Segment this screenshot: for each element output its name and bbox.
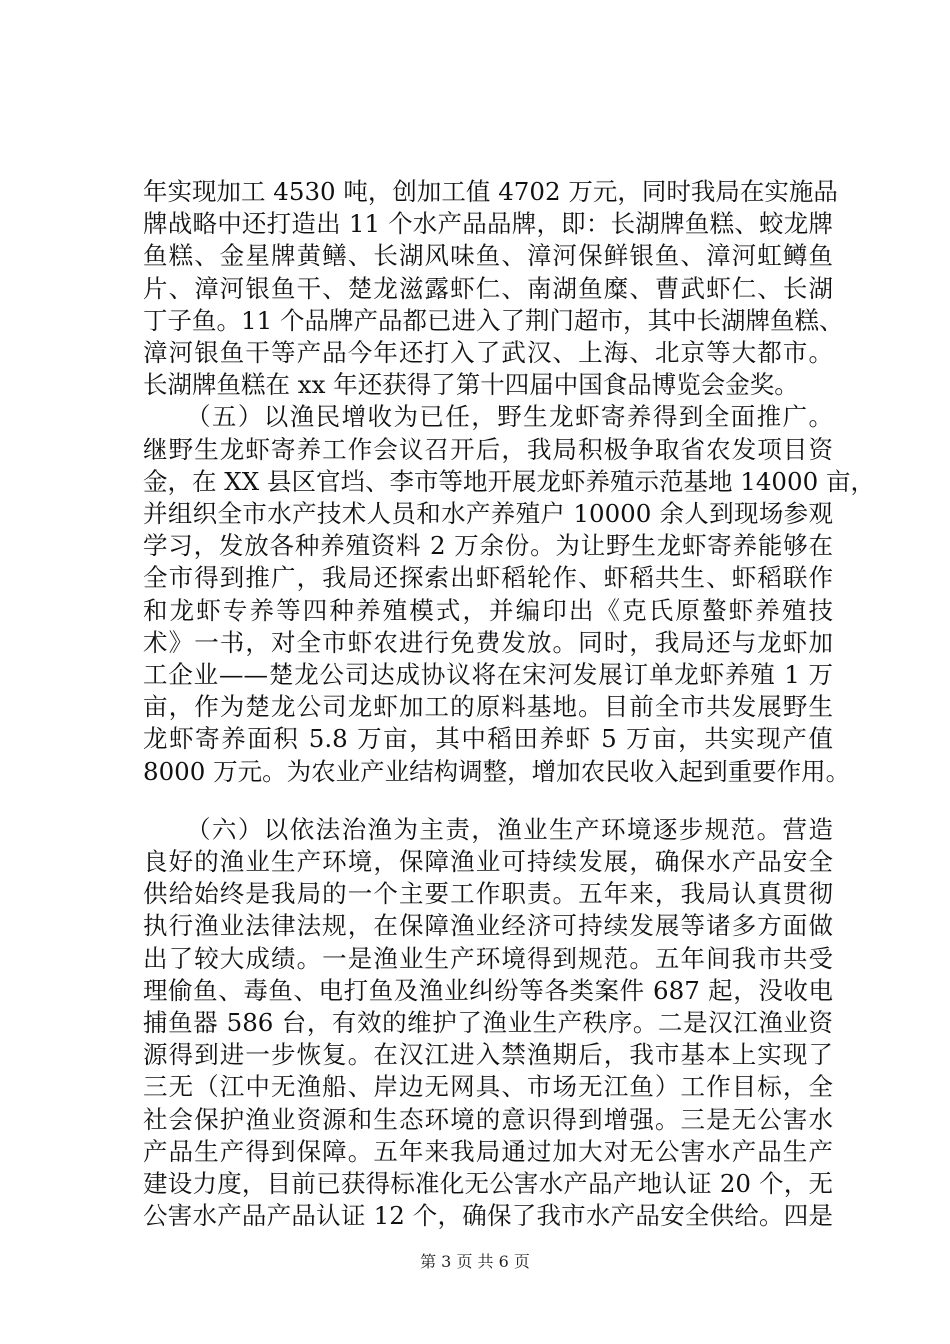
text-line: 学习，发放各种养殖资料 2 万余份。为让野生龙虾寄养能够在 <box>143 531 833 561</box>
text-line: 公害水产品产品认证 12 个，确保了我市水产品安全供给。四是 <box>143 1201 833 1231</box>
text-line: 产品生产得到保障。五年来我局通过加大对无公害水产品生产 <box>143 1136 833 1166</box>
text-line: 长湖牌鱼糕在 xx 年还获得了第十四届中国食品博览会金奖。 <box>143 370 799 400</box>
text-line: 继野生龙虾寄养工作会议召开后，我局积极争取省农发项目资 <box>143 434 833 464</box>
text-line: 龙虾寄养面积 5.8 万亩，其中稻田养虾 5 万亩，共实现产值 <box>143 724 833 754</box>
text-line: 漳河银鱼干等产品今年还打入了武汉、上海、北京等大都市。 <box>143 338 833 367</box>
text-line: 源得到进一步恢复。在汉江进入禁渔期后，我市基本上实现了 <box>143 1040 833 1070</box>
text-line: 片、漳河银鱼干、楚龙滋露虾仁、南湖鱼糜、曹武虾仁、长湖 <box>143 273 833 303</box>
text-line: 8000 万元。为农业产业结构调整，增加农民收入起到重要作用。 <box>143 756 851 786</box>
text-line: （五）以渔民增收为已任，野生龙虾寄养得到全面推广。 <box>186 402 833 432</box>
text-line: 三无（江中无渔船、岸边无网具、市场无江鱼）工作目标，全 <box>143 1072 833 1102</box>
text-line: 鱼糕、金星牌黄鳝、长湖风味鱼、漳河保鲜银鱼、漳河虹鳟鱼 <box>143 241 833 271</box>
text-line: 良好的渔业生产环境，保障渔业可持续发展，确保水产品安全 <box>143 847 833 876</box>
page-number: 第 3 页 共 6 页 <box>420 1252 530 1271</box>
text-line: 执行渔业法律法规，在保障渔业经济可持续发展等诸多方面做 <box>143 911 833 941</box>
text-line: 出了较大成绩。一是渔业生产环境得到规范。五年间我市共受 <box>143 943 833 973</box>
text-line: 社会保护渔业资源和生态环境的意识得到增强。三是无公害水 <box>143 1104 833 1134</box>
text-line: 理偷鱼、毒鱼、电打鱼及渔业纠纷等各类案件 687 起，没收电 <box>143 975 833 1005</box>
text-line: 年实现加工 4530 吨，创加工值 4702 万元，同时我局在实施品 <box>143 177 838 206</box>
text-line: 亩，作为楚龙公司龙虾加工的原料基地。目前全市共发展野生 <box>143 692 833 722</box>
page-footer <box>0 1252 950 1272</box>
text-line: 并组织全市水产技术人员和水产养殖户 10000 余人到现场参观 <box>143 499 833 528</box>
text-line: 和龙虾专养等四种养殖模式，并编印出《克氏原螯虾养殖技 <box>143 595 833 625</box>
text-line: 捕鱼器 586 台，有效的维护了渔业生产秩序。二是汉江渔业资 <box>143 1008 833 1037</box>
text-line: 全市得到推广，我局还探索出虾稻轮作、虾稻共生、虾稻联作 <box>143 563 833 593</box>
text-line: 丁子鱼。11 个品牌产品都已进入了荆门超市，其中长湖牌鱼糕、 <box>143 305 844 335</box>
text-line: 供给始终是我局的一个主要工作职责。五年来，我局认真贯彻 <box>143 879 833 909</box>
text-line: 建设力度，目前已获得标准化无公害水产品产地认证 20 个，无 <box>143 1169 833 1198</box>
text-line: 金，在 XX 县区官垱、李市等地开展龙虾养殖示范基地 14000 亩， <box>143 466 875 496</box>
text-line: （六）以依法治渔为主责，渔业生产环境逐步规范。营造 <box>186 814 833 844</box>
text-line: 工企业——楚龙公司达成协议将在宋河发展订单龙虾养殖 1 万 <box>143 660 833 689</box>
text-line: 术》一书，对全市虾农进行免费发放。同时，我局还与龙虾加 <box>143 627 833 657</box>
text-line: 牌战略中还打造出 11 个水产品品牌，即：长湖牌鱼糕、蛟龙牌 <box>143 209 833 239</box>
